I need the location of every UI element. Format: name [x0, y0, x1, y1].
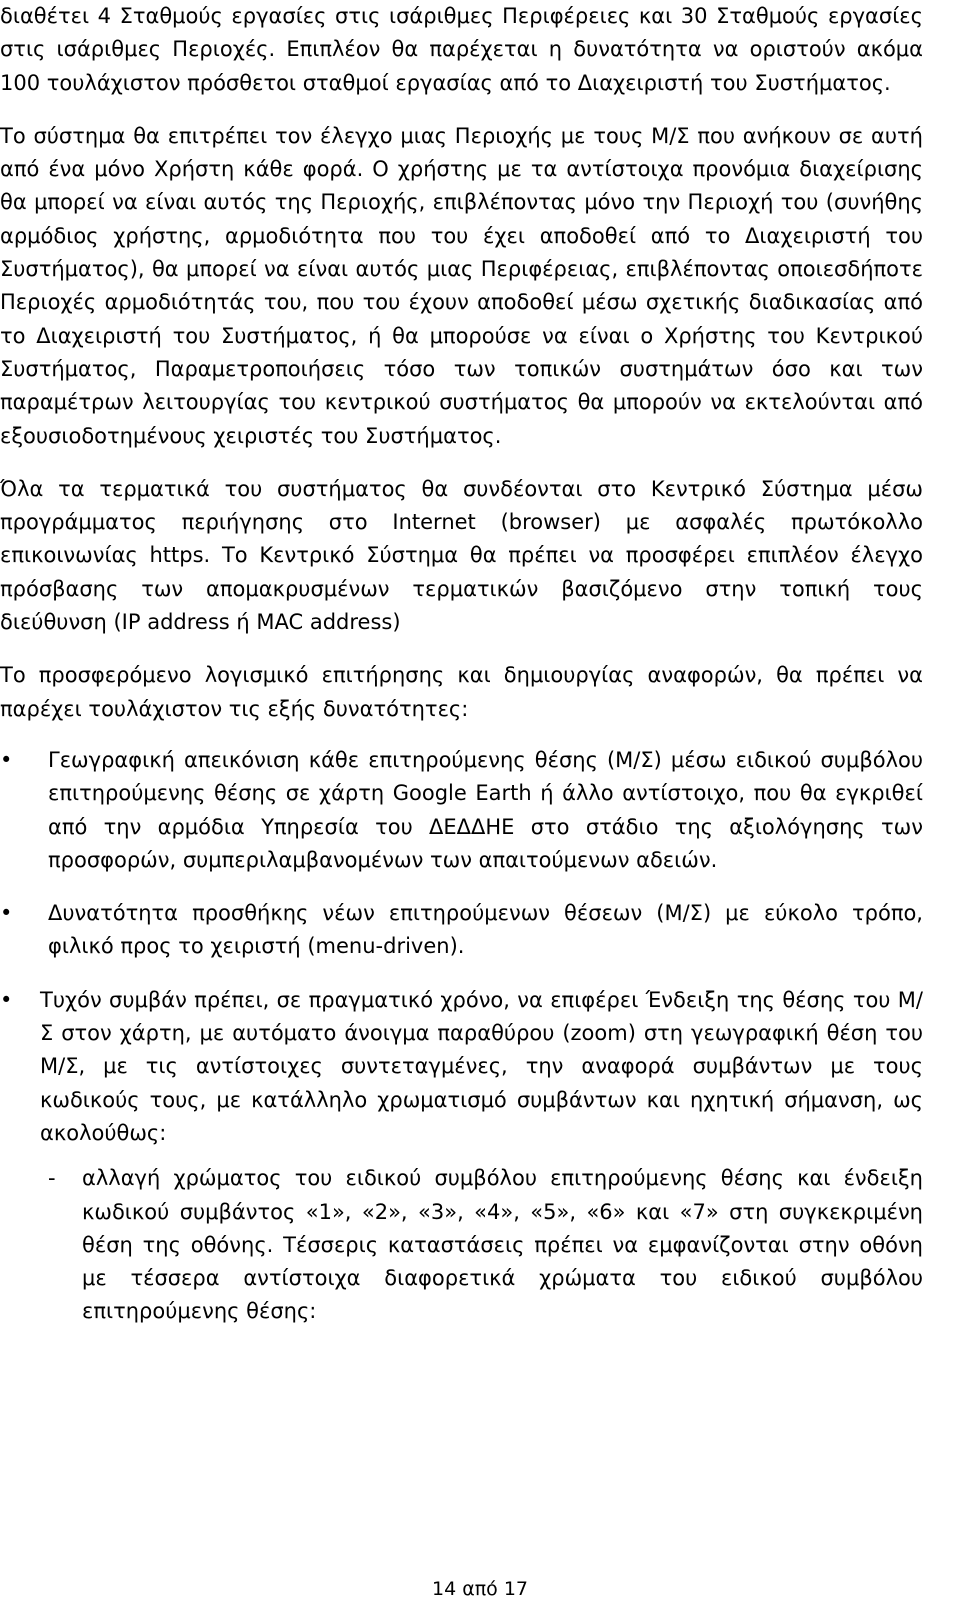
bullet-icon: • — [0, 901, 13, 926]
paragraph-terminals-browser: Όλα τα τερματικά του συστήματος θα συνδέονται στο Κεντρικό Σύστημα μέσω προγράμματος περιήγησης στο Internet (browser) με ασφαλές πρωτόκολλο επικοινωνίας https. Το Κεντρικό Σύστημα θα πρέπει να προσφέρει επιπλέον έλεγχο πρόσβασης των απομακρυσμένων τερματικών βασιζόμενο στην τοπική τους διεύθυνση (IP address ή MAC address) — [0, 476, 923, 635]
paragraph-area-control: Το σύστημα θα επιτρέπει τον έλεγχο μιας Περιοχής με τους Μ/Σ που ανήκουν σε αυτή από ένα μόνο Χρήστη κάθε φορά. Ο χρήστης με τα αντίστοιχα προνόμια διαχείρισης θα μπορεί να είναι αυτός της Περιοχής, επιβλέποντας μόνο την Περιοχή του (συνήθης αρμόδιος χρήστης, αρμοδιότητα που του έχει αποδοθεί από το Διαχειριστή του Συστήματος), θα μπορεί να είναι αυτός μιας Περιφέρειας, επιβλέποντας οποιεσδήποτε Περιοχές αρμοδιότητάς του, που του έχουν αποδοθεί μέσω σχετικής διαδικασίας από το Διαχειριστή του Συστήματος, ή θα μπορούσε να είναι ο Χρήστης του Κεντρικού Συστήματος, Παραμετροποιήσεις τόσο των τοπικών συστημάτων όσο και των παραμέτρων λειτουργίας του κεντρικού συστήματος θα μπορούν να εκτελούνται από εξουσιοδοτημένους χειριστές του Συστήματος. — [0, 123, 923, 448]
list-item-geographic-display — [0, 744, 923, 877]
dash-icon: - — [48, 1166, 56, 1191]
list-item-text: Γεωγραφική απεικόνιση κάθε επιτηρούμενης θέσης (Μ/Σ) μέσω ειδικού συμβόλου επιτηρούμενης θέσης σε χάρτη Google Earth ή άλλο αντίστοιχο, που θα εγκριθεί από την αρμόδια Υπηρεσία του ΔΕΔΔΗΕ στο στάδιο της αξιολόγησης των προσφορών, συμπεριλαμβανομένων των απαιτούμενων αδειών. — [48, 747, 923, 872]
bullet-icon: • — [0, 747, 13, 772]
dash-item-text: αλλαγή χρώματος του ειδικού συμβόλου επιτηρούμενης θέσης και ένδειξη κωδικού συμβάντος «1», «2», «3», «4», «5», «6» και «7» στη συγκεκριμένη θέση της οθόνης. Τέσσερις καταστάσεις πρέπει να εμφανίζονται στην οθόνη με τέσσερα αντίστοιχα διαφορετικά χρώματα του ειδικού συμβόλου επιτηρούμενης θέσης: — [82, 1166, 923, 1324]
list-item-text: Τυχόν συμβάν πρέπει, σε πραγματικό χρόνο, να επιφέρει Ένδειξη της θέσης του Μ/Σ στον χάρτη, με αυτόματο άνοιγμα παραθύρου (zoom) στη γεωγραφική θέση του Μ/Σ, με τις αντίστοιχες συντεταγμένες, την αναφορά συμβάντων με τους κωδικούς τους, με κατάλληλο χρωματισμό συμβάντων και ηχητική σήμανση, ως ακολούθως: — [40, 987, 923, 1145]
list-item-add-positions — [0, 897, 923, 964]
list-item-event-indication — [0, 984, 923, 1150]
capabilities-list — [0, 744, 923, 1150]
bullet-icon: • — [0, 987, 13, 1012]
paragraph-workstations: διαθέτει 4 Σταθμούς εργασίες στις ισάριθμες Περιφέρειες και 30 Σταθμούς εργασίες στις ισάριθμες Περιοχές. Επιπλέον θα παρέχεται η δυνατότητα να οριστούν ακόμα 100 τουλάχιστον πρόσθετοι σταθμοί εργασίας από το Διαχειριστή του Συστήματος. — [0, 4, 923, 95]
paragraph-software-capabilities: Το προσφερόμενο λογισμικό επιτήρησης και δημιουργίας αναφορών, θα πρέπει να παρέχει τουλάχιστον τις εξής δυνατότητες: — [0, 663, 923, 721]
dash-list-item-color-change — [0, 1162, 923, 1328]
list-item-text: Δυνατότητα προσθήκης νέων επιτηρούμενων θέσεων (Μ/Σ) με εύκολο τρόπο, φιλικό προς το χειριστή (menu-driven). — [48, 901, 923, 959]
page-number-footer: 14 από 17 — [431, 1578, 529, 1600]
